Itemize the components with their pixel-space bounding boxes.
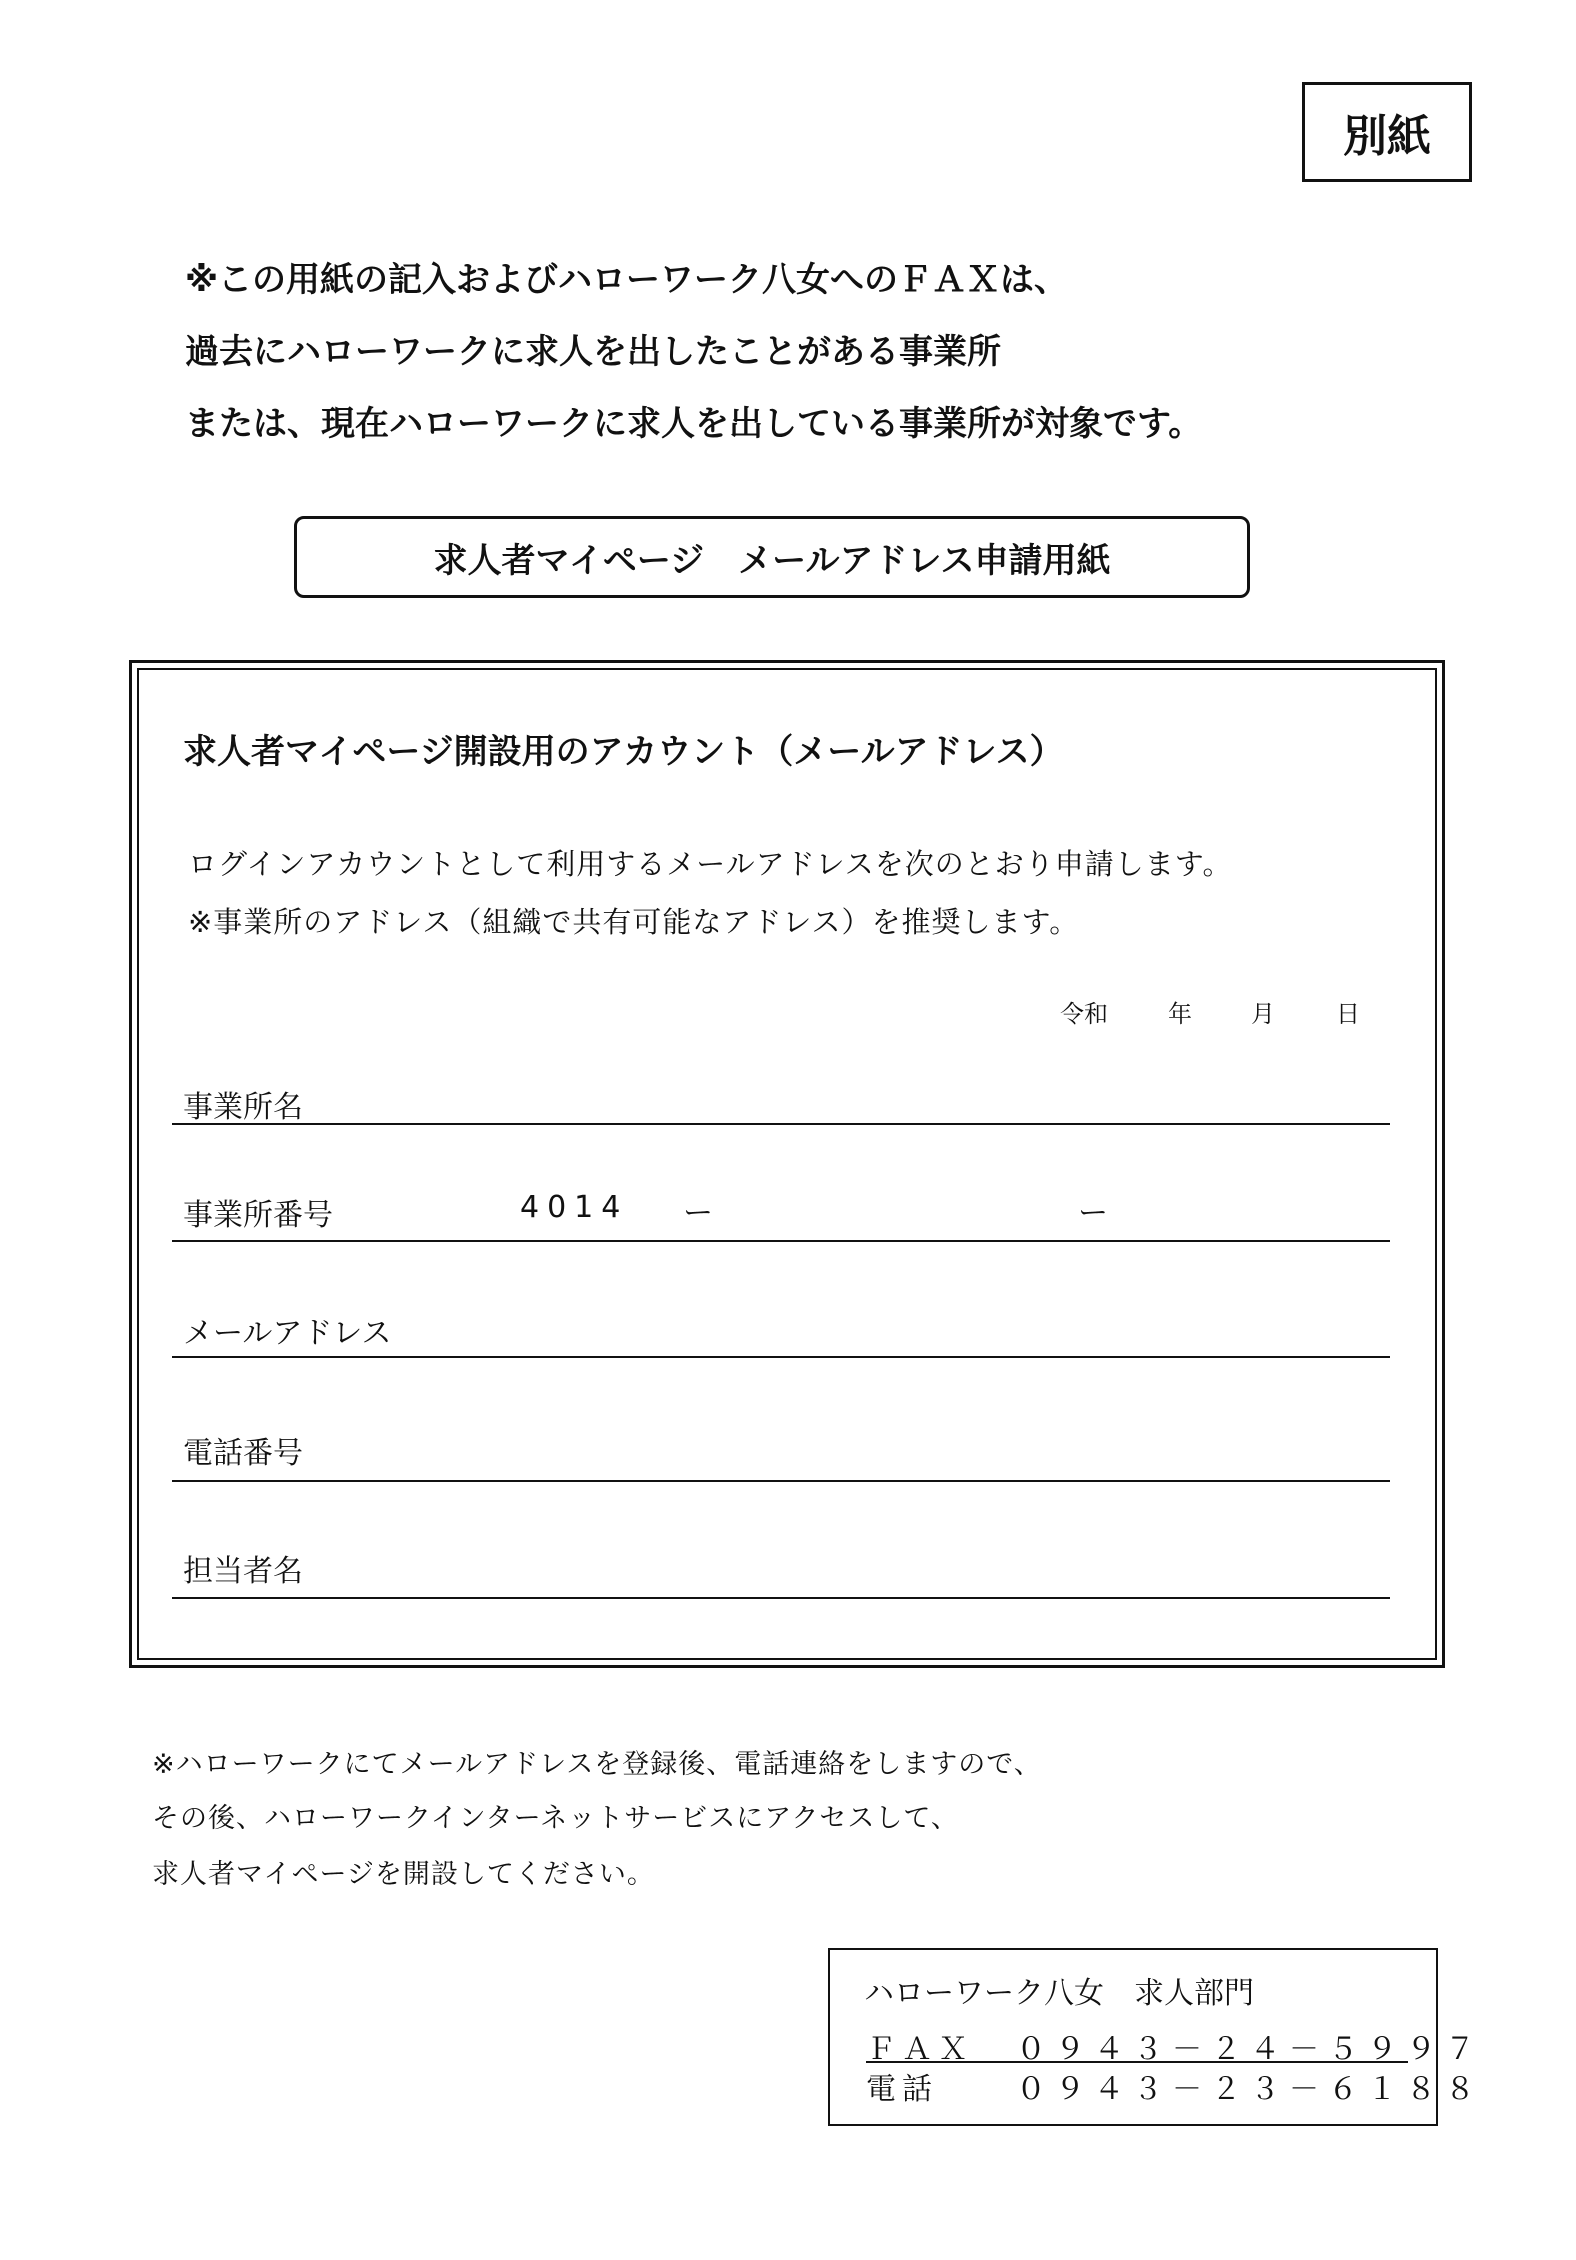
footer-line-3: 求人者マイページを開設してください。 xyxy=(152,1859,655,1890)
description-line-1: ログインアカウントとして利用するメールアドレスを次のとおり申請します。 xyxy=(188,847,1233,881)
date-month: 月 xyxy=(1251,1000,1275,1028)
fax-number: ０９４３－２４－５９９７ xyxy=(1016,2032,1484,2067)
office-number-dash-1: ー xyxy=(683,1196,713,1231)
office-number-dash-2: ー xyxy=(1078,1196,1108,1231)
email-label: メールアドレス xyxy=(183,1316,392,1351)
phone-label-contact: 電話 xyxy=(866,2072,938,2107)
date-year: 年 xyxy=(1168,1000,1192,1028)
form-title-text: 求人者マイページ メールアドレス申請用紙 xyxy=(433,540,1111,581)
notice-line-1: ※この用紙の記入およびハローワーク八女へのＦＡＸは、 xyxy=(185,260,1069,300)
notice-line-3: または、現在ハローワークに求人を出している事業所が対象です。 xyxy=(185,404,1203,444)
office-number-label: 事業所番号 xyxy=(183,1198,333,1233)
fax-label: ＦＡＸ xyxy=(866,2032,974,2067)
footer-line-2: その後、ハローワークインターネットサービスにアクセスして、 xyxy=(152,1803,959,1834)
description-line-2: ※事業所のアドレス（組織で共有可能なアドレス）を推奨します。 xyxy=(188,905,1080,939)
notice-line-2: 過去にハローワークに求人を出したことがある事業所 xyxy=(185,332,1001,372)
phone-label: 電話番号 xyxy=(183,1436,303,1471)
account-heading: 求人者マイページ開設用のアカウント（メールアドレス） xyxy=(183,732,1064,772)
date-day: 日 xyxy=(1336,1000,1360,1028)
email-line[interactable] xyxy=(172,1356,1390,1358)
contact-office: ハローワーク八女 求人部門 xyxy=(864,1976,1254,2011)
contact-person-line[interactable] xyxy=(172,1597,1390,1599)
office-name-label: 事業所名 xyxy=(183,1090,303,1125)
form-frame-inner xyxy=(137,668,1437,1660)
date-era: 令和 xyxy=(1060,1000,1108,1028)
attachment-label-text: 別紙 xyxy=(1343,111,1431,162)
fax-underline xyxy=(866,2061,1408,2063)
phone-number: ０９４３－２３－６１８８ xyxy=(1016,2072,1484,2107)
office-name-line[interactable] xyxy=(172,1123,1390,1125)
phone-line[interactable] xyxy=(172,1480,1390,1482)
contact-person-label: 担当者名 xyxy=(183,1554,303,1589)
office-number-line[interactable] xyxy=(172,1240,1390,1242)
footer-line-1: ※ハローワークにてメールアドレスを登録後、電話連絡をしますので、 xyxy=(152,1749,1042,1780)
attachment-label xyxy=(1302,82,1472,182)
form-title xyxy=(294,516,1250,598)
office-number-prefix: 4014 xyxy=(520,1190,629,1225)
